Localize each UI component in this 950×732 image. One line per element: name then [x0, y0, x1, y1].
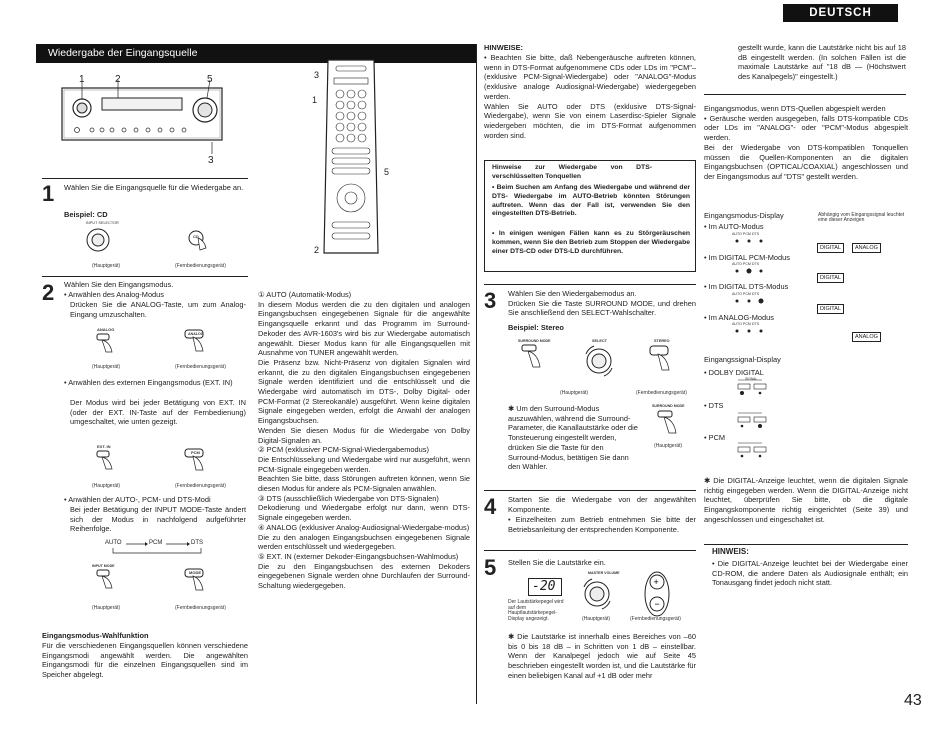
- step2-cap-remote-2: (Fernbedienungsgerät): [175, 483, 226, 489]
- device-callout-5: 5: [207, 74, 213, 85]
- step5-text: Stellen Sie die Lautstärke ein.: [508, 558, 606, 567]
- col4-top-text: gestellt wurde, kann die Lautstärke nicht bis auf 18 dB eingestellt werden. (In solchen Fällen ist die maximale Lautstärke auf "18 dB — (Höchstwert des Kanalpegels)" eingestellt.): [738, 43, 906, 82]
- remote-callout-5: 5: [384, 167, 390, 177]
- step5-number: 5: [484, 555, 497, 580]
- analog-remote-label: ANALOG: [188, 332, 204, 336]
- ext-in-main-button-icon: [95, 450, 119, 472]
- step3-number: 3: [484, 288, 497, 313]
- cycle-dts: DTS: [191, 540, 203, 546]
- volume-display-value: -20: [532, 579, 556, 594]
- input-mode-display-note: Abhängig vom Eingangssignal leuchtet eine dieser Anzeigen: [818, 212, 905, 224]
- step2-cap-remote-3: (Fernbedienungsgerät): [175, 605, 226, 611]
- step3-select-label: SELECT: [592, 339, 607, 343]
- step2-bullet2: • Anwählen des externen Eingangsmodus (EXT. IN): [64, 378, 233, 387]
- step2-cap-remote-1: (Fernbedienungsgerät): [175, 364, 226, 370]
- step3-cap-main: (Hauptgerät): [560, 390, 589, 396]
- remote-callout-3: 3: [314, 70, 320, 80]
- device-callout-1: 1: [79, 74, 85, 85]
- disp-dts: • Im DIGITAL DTS-Modus: [704, 282, 789, 291]
- col4-dts-text: Eingangsmodus, wenn DTS-Quellen abgespielt werden • Geräusche werden ausgegeben, falls DTS-kompatible CDs oder LDs im "ANALOG"- oder "PCM"-Modus abgespielt werden. Bei der Wiedergabe von DTS-kompatiblen Tonquellen müssen die Quellen-Komponenten an die digitalen Eingangsbuchsen (OPTICAL/COAXIAL) angeschlossen und der Eingangsmodus auf "DTS" gestellt werden.: [704, 104, 908, 181]
- language-tag: DEUTSCH: [783, 4, 898, 22]
- remote-callout-2: 2: [314, 245, 320, 255]
- sig-pcm: • PCM: [704, 433, 726, 442]
- ext-in-main-label: EXT. IN: [97, 444, 111, 449]
- step2-bullet1: • Anwählen des Analog-Modus: [64, 290, 164, 299]
- mode-analog: ④ ANALOG (exklusiver Analog-Audiosignal-Wiedergabe-modus) Die zu den analogen Eingangsbuchsen eingegebenen Signale werden entschlüsselt und wiedergegeben.: [258, 522, 470, 552]
- step3-text: Wählen Sie den Wiedergabemodus an. Drücken Sie die Taste SURROUND MODE, und drehen Sie anschließend den SELECT-Wahlschalter.: [508, 289, 696, 318]
- volume-up-down-icon: [640, 570, 670, 622]
- step2-bullet3: • Anwählen der AUTO-, PCM- und DTS-Modi: [64, 495, 211, 504]
- page-number: 43: [904, 692, 922, 709]
- step5-cap-remote: (Fernbedienungsgerät): [630, 616, 681, 622]
- step4-bullet: • Einzelheiten zum Betrieb entnehmen Sie bitte der Betriebsanleitung der entsprechenden Komponente.: [508, 515, 696, 534]
- disp-pcm-digital: DIGITAL: [817, 273, 844, 283]
- step1-divider: [42, 178, 248, 179]
- step4-text: Starten Sie die Wiedergabe von der angewählten Komponente.: [508, 495, 696, 514]
- step2-cap-main-3: (Hauptgerät): [92, 605, 121, 611]
- sig-dts-indicator: [730, 410, 774, 434]
- analog-main-label: ANALOG: [97, 327, 115, 332]
- col4-divider: [704, 94, 906, 95]
- mode-ext-in: ⑤ EXT. IN (externer Dekoder-Eingangsbuchsen-Wahlmodus) Die zu den Eingangsbuchsen des externen Dekoders eingegebenen Signale werden ohne Durchlaufen der Surround-Schaltung wiedergegeben.: [258, 551, 470, 591]
- column-divider: [476, 44, 477, 704]
- mode-list: [258, 290, 470, 591]
- step3-note-cap: (Hauptgerät): [654, 443, 683, 449]
- step3-example: Beispiel: Stereo: [508, 323, 564, 332]
- dts-notes-bullet2: • In einigen wenigen Fällen kann es zu Störgeräuschen kommen, wenn Sie den Betrieb zum Stoppen der Wiedergabe einer DTS-CD oder DTS-LD durchführen.: [492, 230, 690, 255]
- select-knob-icon: [582, 344, 616, 380]
- remote-illustration: [322, 58, 380, 258]
- signal-display-title: Eingangssignal-Display: [704, 355, 781, 364]
- step3-stereo-label: STEREO: [654, 339, 670, 343]
- dts-notes-bullet1: • Beim Suchen am Anfang des Wiedergabe und während der DTS- Wiedergabe im AUTO-Betrieb könnten Störungen auftreten. Wenn das der Fall ist, verwenden Sie den eingestellten DTS-Betrieb.: [492, 184, 690, 218]
- hinweise-text: • Beachten Sie bitte, daß Nebengeräusche auftreten können, wenn in DTS-Format aufgenommene CDs oder LDs im "PCM"– (exklusive PCM-Signal-Wiedergabe) oder "ANALOG"-Modus (exklusive analoge Audiosignal-Wiedergabe) wiedergegeben werden. Wählen Sie AUTO oder DTS (exklusive DTS-Signal-Wiedergabe), wenn Sie von einem Laserdisc-Spieler Signale wiedergeben möchten, die im DTS-Format aufgenommen worden sind.: [484, 53, 696, 140]
- hinweise-title: HINWEISE:: [484, 43, 524, 52]
- sig-pcm-indicator: [730, 440, 774, 464]
- input-mode-display-title: Eingangsmodus-Display: [704, 211, 784, 220]
- step1-knob-label: INPUT SELECTOR: [86, 221, 119, 225]
- step2-bullet1-text: Drücken Sie die ANALOG-Taste, um zum Analog-Eingang umzuschalten.: [70, 300, 246, 319]
- mode-cycle-diagram: [105, 538, 225, 556]
- step3-note-label: SURROUND MODE: [652, 404, 685, 408]
- disp-pcm-small: AUTO PCM DTS: [732, 262, 760, 266]
- disp-dts-digital: DIGITAL: [817, 304, 844, 314]
- step3-surround-label: SURROUND MODE: [518, 339, 551, 343]
- step2-bullet2-text: Der Modus wird bei jeder Betätigung von EXT. IN (oder der EXT. IN-Taste auf der Fernbedienung) umgeschaltet, wie unten gezeigt.: [70, 398, 246, 427]
- mode-dts: ③ DTS (ausschließlich Wiedergabe von DTS-Signalen) Dekodierung und Wiedergabe erfolgt nur dann, wenn DTS-Signale eingegeben werden.: [258, 493, 470, 523]
- disp-analog-small: AUTO PCM DTS: [732, 322, 760, 326]
- step1-cd-label: CD: [193, 234, 199, 239]
- step2-bullet3-text: Bei jeder Betätigung der INPUT MODE-Taste ändert sich der Modus in nachfolgend aufgeführter Reihenfolge.: [70, 505, 246, 534]
- disp-analog-analog: ANALOG: [852, 332, 881, 342]
- disp-auto-small: AUTO PCM DTS: [732, 232, 760, 236]
- step2-text: Wählen Sie den Eingangsmodus.: [64, 280, 174, 289]
- master-volume-knob-icon: [580, 577, 614, 613]
- step3-note: ✱ Um den Surround-Modus auszuwählen, während die Surround-Parameter, die Kanallautstärke oder die Tonsteuerung eingestellt werden, drücken Sie die Taste für den Surround-Modus, betätigen Sie dann den Wähler.: [508, 404, 638, 472]
- mode-auto: ① AUTO (Automatik-Modus) In diesem Modus werden die zu den digitalen und analogen Eingangsbuchsen eingegebenen Signale für die angewählte Eingangsquelle erkannt und das Programm im Surround-Dekoder des AVR-1603's wird bis zur Wiedergabe automatisch angewählt. Dieser Modus kann für alle Eingangsquellen mit Ausnahme von TUNER angewählt werden. Die Präsenz bzw. Nicht-Präsenz von digitalen Signalen wird erkannt, die zu den digitalen Eingangsbuchsen eingegebenen Signale werden identifiziert und die entschlüsselt und die Wiedergabe wird automatisch im DTS-, Dolby Digital- oder PCM-Format (2 Stereokanäle) ausgeführt. Wenn keine digitalen Signale eingegeben werden, erfolgt die Anwahl der analogen Eingangsbuchsen. Wenden Sie diesen Modus für die Wiedergabe von Dolby Digital-Signalen an.: [258, 290, 470, 445]
- hinweis-title: HINWEIS:: [712, 547, 749, 556]
- func-text: Für die verschiedenen Eingangsquellen können verschiedene Eingangsmodi angewählt werden. Die angewählten Eingangsmodi für die einzelnen Eingangsquellen sind im Speicher abgelegt.: [42, 641, 248, 680]
- hinweis-divider: [704, 544, 908, 545]
- func-title: Eingangsmodus-Wahlfunktion: [42, 631, 149, 640]
- step4-number: 4: [484, 494, 497, 519]
- cycle-pcm: PCM: [149, 540, 163, 546]
- remote-callout-1: 1: [312, 95, 318, 105]
- step2-number: 2: [42, 280, 55, 305]
- pcm-remote-label: PCM: [191, 450, 200, 455]
- disp-auto-digital: DIGITAL: [817, 243, 844, 253]
- hinweis-bottom-rule: [704, 604, 908, 605]
- stereo-remote-button-icon: [648, 344, 678, 376]
- step1-number: 1: [42, 181, 55, 206]
- hinweis-text: • Die DIGITAL-Anzeige leuchtet bei der Wiedergabe einer CD-ROM, die andere Daten als Audiosignale enthält; ein Tonausgang findet jedoch nicht statt.: [712, 559, 908, 588]
- input-mode-main-button-icon: [95, 569, 119, 591]
- disp-dts-small: AUTO PCM DTS: [732, 292, 760, 296]
- surround-mode-note-icon: [656, 410, 682, 440]
- mode-pcm: ② PCM (exklusiver PCM-Signal-Wiedergabemodus) Die Entschlüsselung und Wiedergabe wird nur ausgeführt, wenn PCM-Signale eingegeben werden. Beachten Sie bitte, dass Störungen auftreten können, wenn Sie diesen Modus für andere als PCM-Signalen anwählen.: [258, 445, 470, 494]
- step3-divider: [484, 284, 696, 285]
- step1-cap-remote: (Fernbedienungsgerät): [175, 263, 226, 269]
- step2-cap-main-2: (Hauptgerät): [92, 483, 121, 489]
- step5-display-caption: Der Lautstärkepegel wird auf dem Hauptlautstärkepegel-Display angezeigt.: [508, 599, 564, 622]
- device-callout-3: 3: [208, 155, 214, 166]
- step1-text: Wählen Sie die Eingangsquelle für die Wiedergabe an.: [64, 183, 244, 192]
- input-selector-knob-icon: [83, 223, 113, 255]
- step3-cap-remote: (Fernbedienungsgerät): [636, 390, 687, 396]
- cycle-auto: AUTO: [105, 540, 122, 546]
- step2-cap-main-1: (Hauptgerät): [92, 364, 121, 370]
- mode-remote-label: MODE: [189, 570, 201, 575]
- receiver-illustration: [52, 72, 232, 167]
- svg-text:−: −: [654, 599, 660, 609]
- step5-note: ✱ Die Lautstärke ist innerhalb eines Bereiches von –60 bis 0 bis 18 dB – in Schritten von 1 dB – einstellbar. Wenn der Kanalpegel jedoch wie auf Seite 45 beschrieben eingestellt worden ist, und die Lautstärke für einen beliebigen Kanal auf +1 dB oder mehr: [508, 632, 696, 680]
- step4-divider: [484, 490, 696, 491]
- sig-dolby: • DOLBY DIGITAL: [704, 368, 764, 377]
- section-title: Wiedergabe der Eingangsquelle: [36, 44, 476, 63]
- disp-analog: • Im ANALOG-Modus: [704, 313, 774, 322]
- disp-pcm: • Im DIGITAL PCM-Modus: [704, 253, 790, 262]
- step1-example: Beispiel: CD: [64, 210, 108, 219]
- sig-dts: • DTS: [704, 401, 724, 410]
- step5-cap-main: (Hauptgerät): [582, 616, 611, 622]
- disp-auto-analog: ANALOG: [852, 243, 881, 253]
- column-divider-2: [700, 44, 701, 704]
- step5-divider: [484, 550, 696, 551]
- step1-cap-main: (Hauptgerät): [92, 263, 121, 269]
- analog-main-button-icon: [95, 333, 119, 355]
- surround-mode-button-icon: [520, 344, 546, 374]
- sig-label: SIGNAL: [745, 377, 758, 381]
- input-mode-main-label: INPUT MODE: [92, 564, 115, 568]
- col4-digital-note: ✱ Die DIGITAL-Anzeige leuchtet, wenn die digitalen Signale richtig eingegeben werden. Wenn die DIGITAL-Anzeige nicht leuchtet, überprüfen Sie bitte, ob die digitale Eingangskomponente richtig eingerichtet (Seite 39) und angeschlossen und eingeschaltet ist.: [704, 476, 908, 524]
- dts-notes-title: Hinweise zur Wiedergabe von DTS-verschlüsselten Tonquellen: [492, 164, 652, 180]
- disp-auto: • Im AUTO-Modus: [704, 222, 764, 231]
- step5-volume-label: MASTER VOLUME: [588, 571, 620, 575]
- svg-text:+: +: [653, 577, 659, 587]
- step2-divider: [42, 276, 248, 277]
- device-callout-2: 2: [115, 74, 121, 85]
